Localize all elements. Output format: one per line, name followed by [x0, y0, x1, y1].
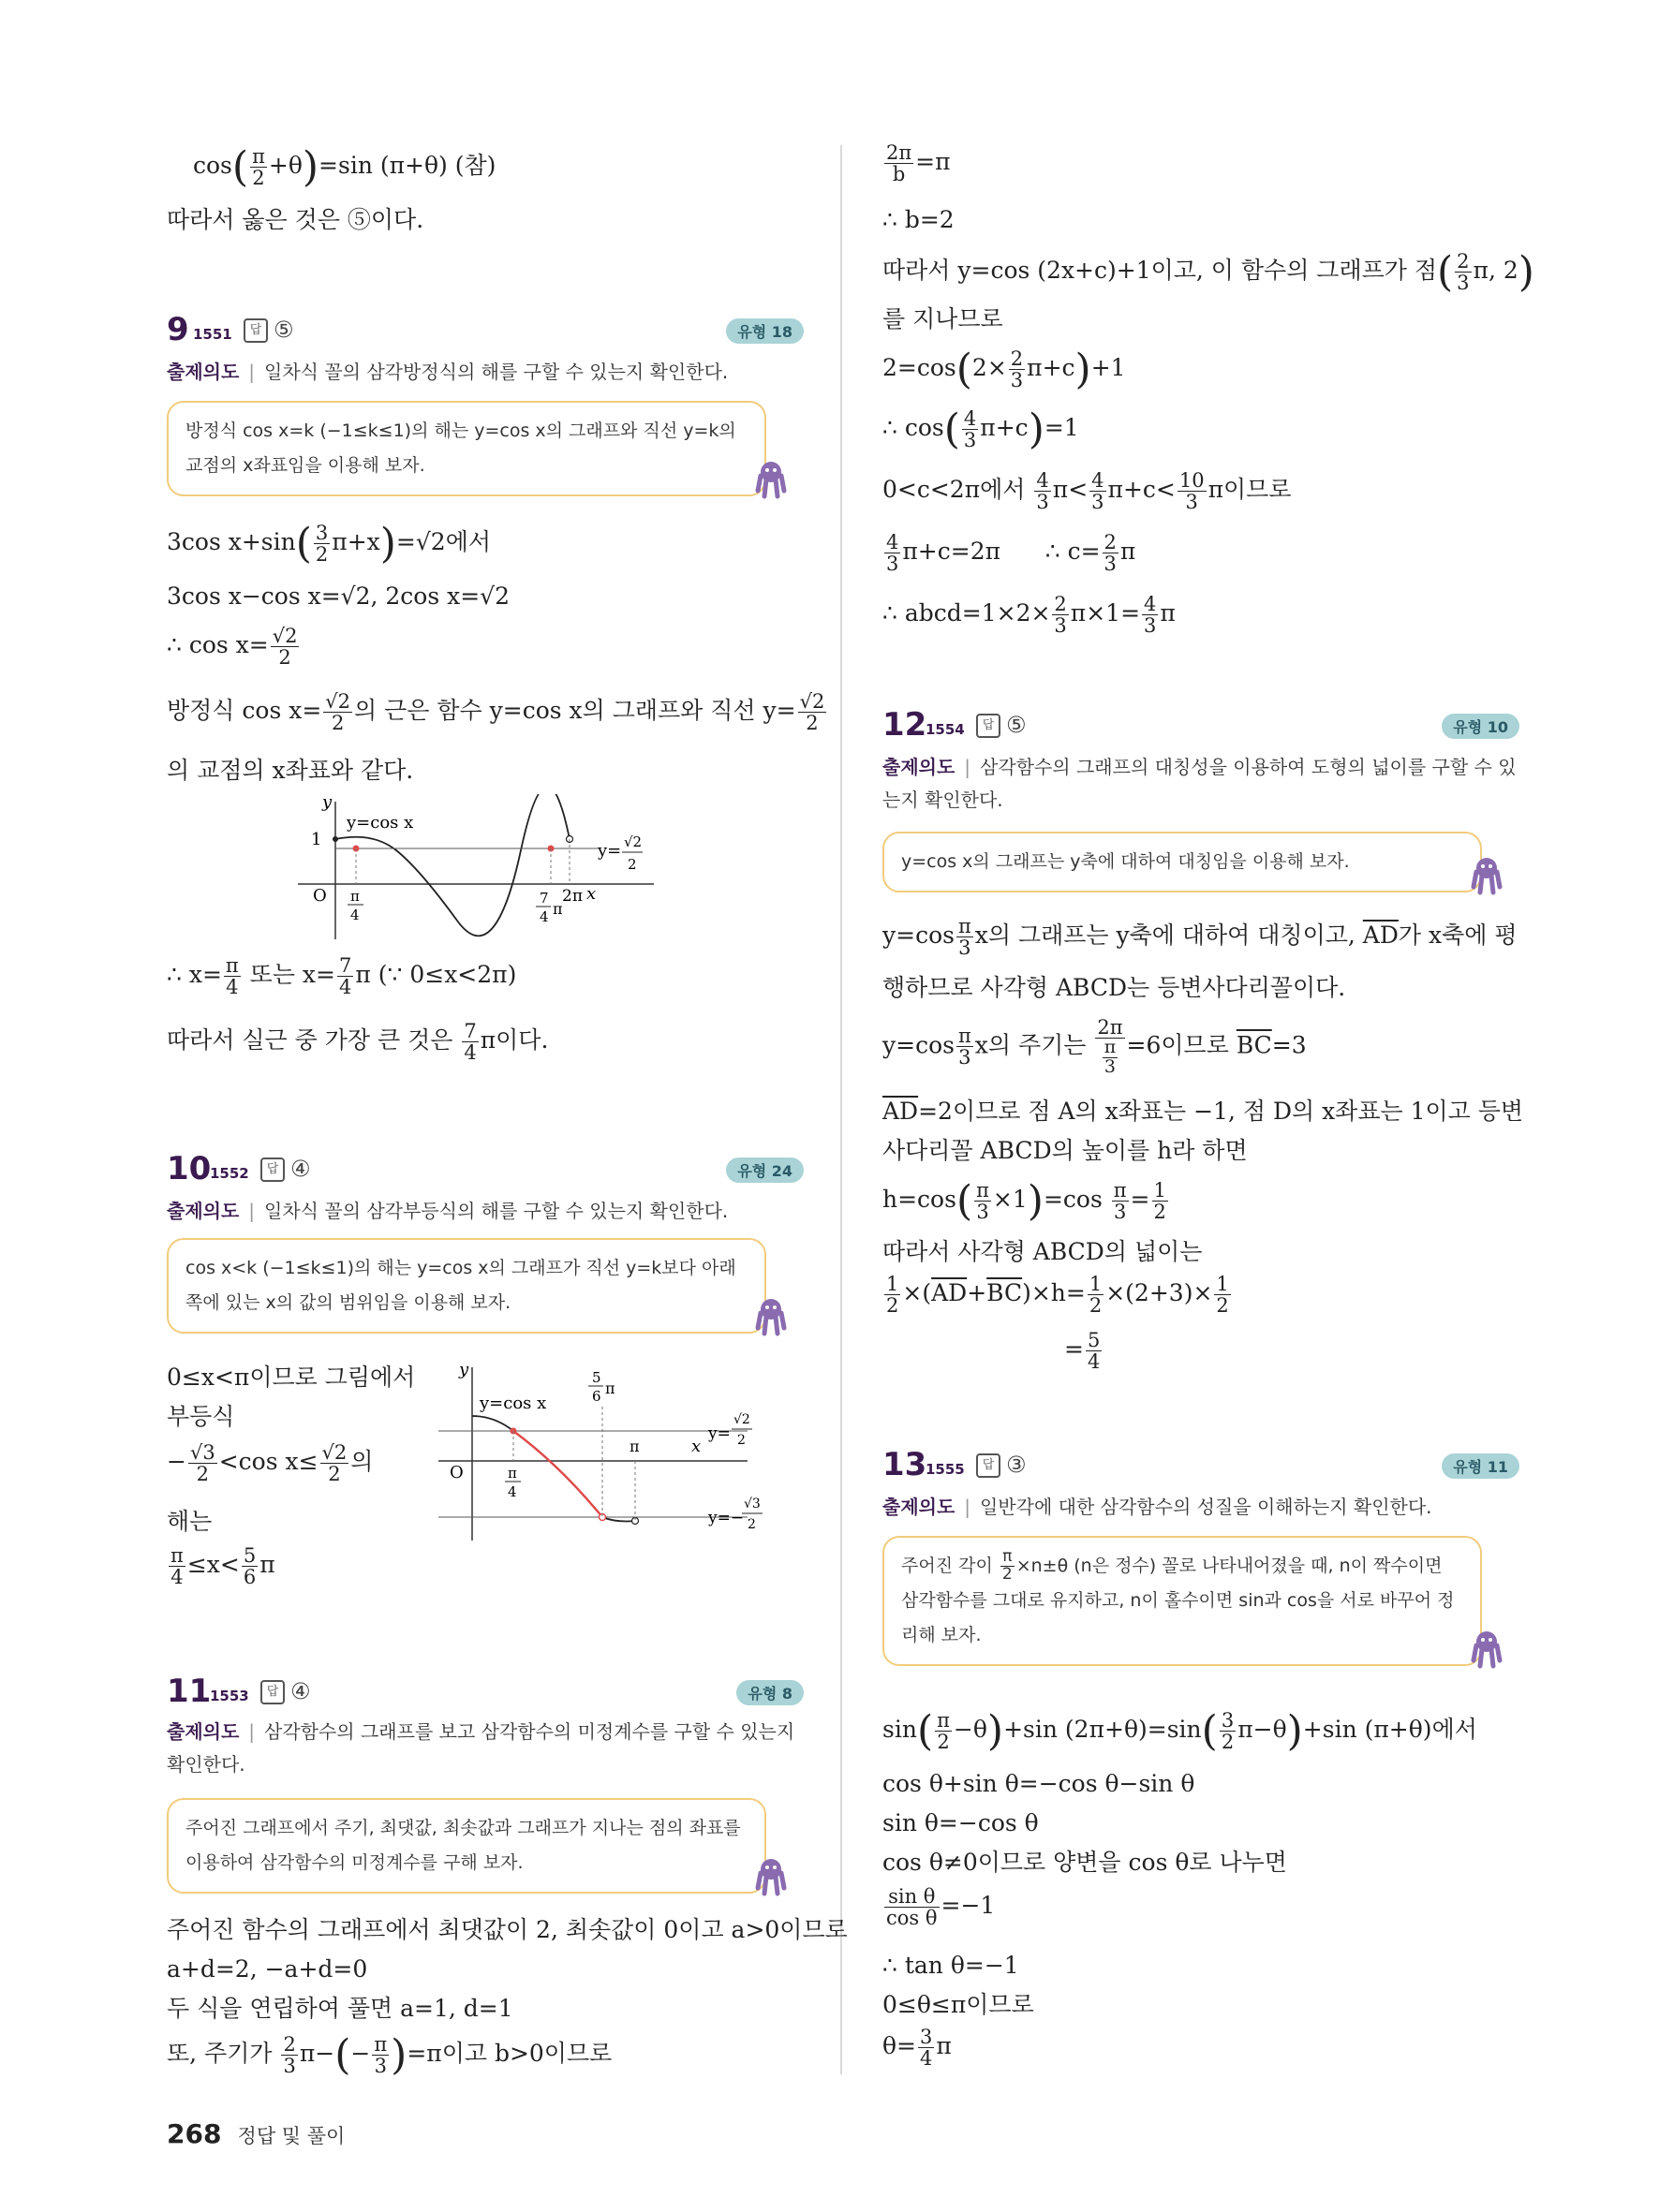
mascot-icon [1471, 1629, 1503, 1670]
type-badge: 유형 18 [726, 318, 804, 344]
p10-graph [438, 1358, 813, 1545]
p9-step2: 3cos x−cos x=√2, 2cos x=√2 [167, 582, 511, 610]
type-badge: 유형 10 [1442, 714, 1519, 739]
p11-r8: $\frac{4}{3}$ π+c=2π ∴ c= $\frac{2}{3}$ π [886, 531, 1136, 576]
p12-hint-box [882, 832, 1482, 892]
p9-solution: ∴ x= $\frac{\pi}{4}$ 또는 x= $\frac{7}{4}$ π (∵ 0≤x<2π) [167, 954, 517, 999]
p10-l2: 부등식 [167, 1403, 235, 1430]
mascot-icon [755, 459, 787, 500]
p11-r5: 2=cos(2× $\frac{2}{3}$ π+c)+1 [882, 345, 1126, 393]
problem-number: 11 [167, 1673, 212, 1710]
p12-l9: = $\frac{5}{4}$ [1064, 1329, 1101, 1374]
mascot-icon [1471, 855, 1503, 896]
p11-header [167, 1673, 804, 1710]
intent-text: 일차식 꼴의 삼각방정식의 해를 구할 수 있는지 확인한다. [264, 361, 729, 383]
p11-intent: 출제의도 | 삼각함수의 그래프를 보고 삼각함수의 미정계수를 구할 수 있는지 확인한다. [167, 1720, 795, 1776]
origin-label: O [313, 886, 327, 906]
curve-solution [513, 1431, 602, 1517]
p11-hint-box [167, 1798, 766, 1894]
y-label: y [322, 794, 333, 812]
curve-right [602, 1517, 635, 1522]
line-label: y= [598, 841, 622, 861]
x-label: x [586, 884, 597, 904]
answer-value: ④ [290, 1678, 311, 1704]
column-divider [840, 145, 842, 2074]
curve-left [472, 1416, 513, 1431]
p13-l4: cos θ≠0이므로 양변을 cos θ로 나누면 [882, 1849, 1287, 1876]
hint-text: 주어진 그래프에서 주기, 최댓값, 최솟값과 그래프가 지나는 점의 좌표를 이용하여 삼각함수의 미정계수를 구해 보자. [185, 1818, 741, 1874]
p13-l6: ∴ tan θ=−1 [882, 1952, 1019, 1979]
p13-l2: cos θ+sin θ=−cos θ−sin θ [882, 1770, 1195, 1797]
mascot-icon [755, 1856, 787, 1897]
svg-text:π: π [508, 1465, 517, 1482]
p11-l3: 두 식을 연립하여 풀면 a=1, d=1 [167, 1995, 513, 2022]
p10-header [167, 1150, 804, 1187]
problem-number: 10 [167, 1150, 212, 1187]
svg-text:π: π [630, 1438, 640, 1455]
page-footer [167, 2118, 345, 2149]
tick-one: 1 [311, 830, 322, 849]
p9-step1: 3cos x+sin( $\frac{3}{2}$ π+x)=√2에서 [167, 519, 492, 568]
p10-hint-box [167, 1238, 766, 1334]
tick-7-den: 4 [540, 908, 549, 925]
p12-l6: h=cos( $\frac{\pi}{3}$ ×1)=cos $\frac{\pi}{3}$ = $\frac{1}{2}$ [882, 1176, 1166, 1225]
problem-code: 1553 [210, 1688, 249, 1704]
svg-text:6: 6 [592, 1388, 601, 1405]
hint-text: y=cos x의 그래프는 y축에 대하여 대칭임을 이용해 보자. [901, 851, 1350, 872]
tick-pi4-num: π [350, 888, 360, 905]
hint-text: cos x<k (−1≤k≤1)의 해는 y=cos x의 그래프가 직선 y=k보다 아래쪽에 있는 x의 값의 범위임을 이용해 보자. [185, 1258, 736, 1314]
p13-hint-box: 주어진 각이 $\frac{\pi}{2}$ ×n±θ (n은 정수) 꼴로 나타내어졌을 때, n이 짝수이면 삼각함수를 그대로 유지하고, n이 홀수이면 sin과 cos을 서로 바꾸어 정리해 보자. [882, 1536, 1482, 1666]
tick-7-num: 7 [540, 890, 549, 907]
line-label-den: 2 [628, 856, 637, 873]
p10-l4: 해는 [167, 1508, 213, 1535]
p8-true-mark: (참) [454, 152, 496, 180]
svg-text:4: 4 [508, 1483, 517, 1500]
p13-l1: sin( $\frac{\pi}{2}$ −θ)+sin (2π+θ)=sin( $\frac{3}{2}$ π−θ)+sin (π+θ)에서 [882, 1706, 1477, 1755]
p12-l1: y=cos $\frac{\pi}{3}$ x의 그래프는 y축에 대하여 대칭이고, $\overline{AD}$가 x축에 평 [882, 915, 1518, 960]
p12-header [882, 706, 1519, 744]
answer-value: ④ [290, 1156, 311, 1182]
p11-r2: ∴ b=2 [882, 206, 955, 233]
p11-r3: 따라서 y=cos (2x+c)+1이고, 이 함수의 그래프가 점( $\frac{2}{3}$ π, 2) [882, 247, 1534, 296]
p12-l8: $\frac{1}{2}$ $\times(\overline{AD}+\overline{BC})\times h=$ $\frac{1}{2}$ ×(2+3)× $\frac{1}{2}$ [886, 1273, 1229, 1318]
p8-conclusion: 따라서 옳은 것은 ⑤이다. [167, 206, 424, 233]
problem-number: 9 [167, 311, 189, 348]
problem-code: 1551 [193, 326, 232, 343]
answer-icon: 답 [244, 318, 268, 343]
tick-7-pi: π [553, 900, 563, 918]
footer-title: 정답 및 풀이 [237, 2125, 346, 2147]
p12-l7: 따라서 사각형 ABCD의 넓이는 [882, 1238, 1203, 1265]
mascot-icon [755, 1296, 787, 1337]
answer-icon: 답 [976, 714, 1000, 738]
p12-l5: 사다리꼴 ABCD의 높이를 h라 하면 [882, 1137, 1248, 1164]
p13-header [882, 1446, 1519, 1483]
p13-l7: 0≤θ≤π이므로 [882, 1991, 1034, 2018]
p9-step3: ∴ cos x= $\frac{√2}{2}$ [167, 625, 298, 670]
p9-conclusion: 따라서 실근 중 가장 큰 것은 $\frac{7}{4}$ π이다. [167, 1020, 549, 1065]
p11-r4: 를 지나므로 [882, 305, 1003, 332]
problem-code: 1552 [210, 1165, 249, 1182]
p9-step5: 의 교점의 x좌표와 같다. [167, 757, 414, 784]
p10-l5: $\frac{\pi}{4}$ ≤x< $\frac{5}{6}$ π [170, 1544, 275, 1589]
p9-step4: 방정식 cos x= $\frac{√2}{2}$ 의 근은 함수 y=cos x의 그래프와 직선 y= $\frac{√2}{2}$ [167, 690, 825, 735]
answer-icon: 답 [260, 1680, 285, 1704]
svg-text:y: y [459, 1360, 469, 1379]
svg-text:y=cos x: y=cos x [480, 1394, 547, 1413]
answer-value: ③ [1006, 1452, 1027, 1478]
svg-text:y=: y= [708, 1424, 731, 1443]
svg-text:2: 2 [748, 1517, 756, 1532]
svg-text:5: 5 [592, 1369, 601, 1386]
type-badge: 유형 11 [1442, 1453, 1519, 1479]
p9-hint-box [167, 401, 766, 496]
svg-text:√2: √2 [733, 1412, 750, 1427]
tick-pi4-den: 4 [350, 907, 360, 923]
svg-text:y=−: y=− [708, 1509, 745, 1527]
svg-text:2: 2 [737, 1433, 746, 1448]
p9-intent: 출제의도 | 일차식 꼴의 삼각방정식의 해를 구할 수 있는지 확인한다. [167, 361, 729, 383]
page-number: 268 [167, 2118, 222, 2149]
p11-r6: ∴ cos( $\frac{4}{3}$ π+c)=1 [882, 405, 1079, 453]
svg-text:x: x [691, 1437, 702, 1456]
p12-intent: 출제의도 | 삼각함수의 그래프의 대칭성을 이용하여 도형의 넓이를 구할 수 있는지 확인한다. [882, 756, 1517, 811]
curve-label: y=cos x [347, 813, 414, 833]
p10-l1: 0≤x<π이므로 그림에서 [167, 1364, 416, 1391]
type-badge: 유형 24 [726, 1158, 804, 1183]
p13-intent: 출제의도 | 일반각에 대한 삼각함수의 성질을 이해하는지 확인한다. [882, 1496, 1432, 1518]
svg-text:√3: √3 [744, 1497, 761, 1512]
p11-l2: a+d=2, −a+d=0 [167, 1955, 368, 1983]
problem-code: 1555 [926, 1461, 965, 1478]
line-label-num: √2 [624, 833, 643, 850]
problem-code: 1554 [926, 721, 965, 738]
p12-l3: y=cos $\frac{\pi}{3}$ x의 주기는 $\frac{2\pi}{\frac{\pi}{3}}$ =6이므로 $\overline{BC}=3$ [882, 1016, 1307, 1077]
p8-equation: cos( $\frac{\pi}{2}$ +θ)=sin (π+θ) (참) [193, 142, 496, 191]
intent-label: 출제의도 [167, 361, 240, 383]
svg-text:π: π [605, 1379, 615, 1397]
p13-l3: sin θ=−cos θ [882, 1809, 1039, 1836]
p10-l3: − $\frac{√3}{2}$ <cos x≤ $\frac{√2}{2}$ 의 [167, 1441, 374, 1486]
answer-icon: 답 [260, 1158, 285, 1182]
answer-value: ⑤ [274, 317, 294, 343]
tick-2pi: 2π [562, 887, 583, 906]
hint-text: 방정식 cos x=k (−1≤k≤1)의 해는 y=cos x의 그래프와 직선 y=k의 교점의 x좌표임을 이용해 보자. [185, 420, 736, 477]
p11-r9: ∴ abcd=1×2× $\frac{2}{3}$ π×1= $\frac{4}{3}$ π [882, 593, 1176, 638]
p13-l5: $\frac{\text{sin θ}}{\text{cos θ}}$ =−1 [886, 1885, 996, 1930]
p12-l2: 행하므로 사각형 ABCD는 등변사다리꼴이다. [882, 974, 1346, 1001]
type-badge: 유형 8 [736, 1680, 804, 1705]
problem-number: 12 [882, 706, 927, 744]
p12-l4: $\overline{AD}=2$이므로 점 A의 x좌표는 −1, 점 D의 x좌표는 1이고 등변 [882, 1098, 1524, 1125]
answer-icon: 답 [976, 1453, 1000, 1478]
p11-r7: 0<c<2π에서 $\frac{4}{3}$ π< $\frac{4}{3}$ π+c< $\frac{10}{3}$ π이므로 [882, 469, 1292, 514]
p9-graph [289, 794, 663, 944]
p11-l1: 주어진 함수의 그래프에서 최댓값이 2, 최솟값이 0이고 a>0이므로 [167, 1916, 848, 1943]
svg-text:O: O [450, 1463, 464, 1482]
p13-l8: θ= $\frac{3}{4}$ π [882, 2026, 952, 2071]
start-point [333, 836, 338, 842]
p11-r1: $\frac{2\pi}{b}$ =π [886, 141, 951, 186]
p11-l4: 또, 주기가 $\frac{2}{3}$ π−(− $\frac{\pi}{3}$ )=π이고 b>0이므로 [167, 2030, 613, 2079]
answer-value: ⑤ [1006, 712, 1027, 738]
problem-number: 13 [882, 1446, 927, 1483]
p10-intent: 출제의도 | 일차식 꼴의 삼각부등식의 해를 구할 수 있는지 확인한다. [167, 1200, 729, 1222]
p9-header [167, 311, 804, 348]
